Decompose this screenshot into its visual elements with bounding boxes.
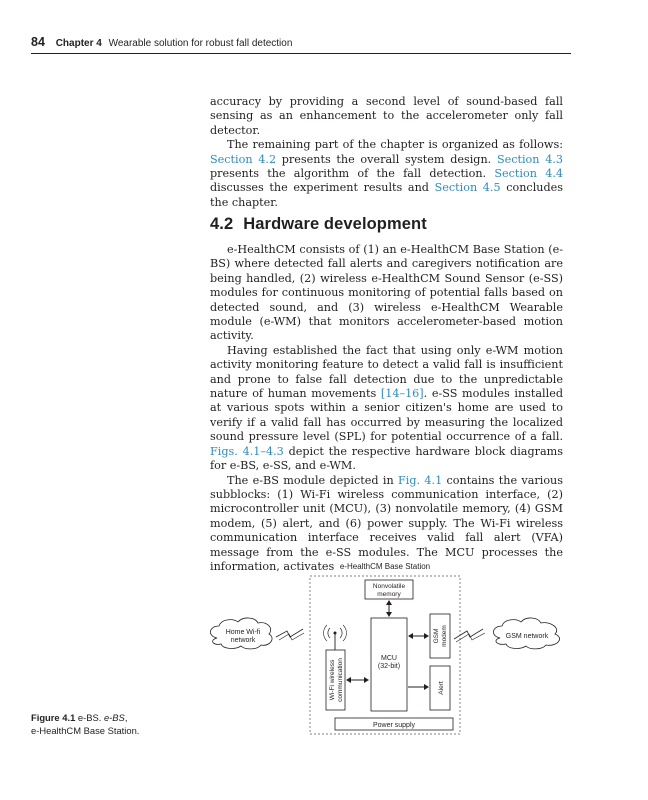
arrow-head [364, 677, 369, 683]
block-diagram [205, 558, 577, 742]
mcu-label: MCU [381, 655, 397, 662]
section-link[interactable]: Section 4.4 [494, 167, 563, 181]
arrow-head [408, 633, 413, 639]
memory-label: memory [377, 591, 401, 598]
alert-label: Alert [438, 681, 445, 695]
gsm-network-label: GSM network [505, 633, 549, 640]
home-wifi-label: Home Wi-fi [225, 629, 261, 636]
running-head [31, 35, 571, 49]
figure-link[interactable]: Figs. 4.1–4.3 [210, 444, 284, 458]
arrow-head [346, 677, 351, 683]
section-number: 4.2 [210, 215, 234, 233]
section-link[interactable]: Section 4.2 [210, 152, 277, 166]
mcu-label: (32-bit) [377, 663, 401, 670]
chapter-title: Wearable solution for robust fall detection [108, 38, 293, 49]
caption-text: e-HealthCM Base Station. [31, 725, 140, 736]
gsm-modem-label: GSM [433, 628, 440, 644]
arrow-head [424, 684, 429, 690]
figure-title: e-HealthCM Base Station [339, 562, 431, 571]
gsm-modem-label: modem [441, 625, 448, 647]
arrow-head [386, 612, 392, 617]
antenna-icon [324, 625, 347, 650]
paragraph: e-HealthCM consists of (1) an e-HealthCM Base Station (e-BS) where detected fall alerts and caregivers notification are being handled, (2) wireless e-HealthCM Sound Sensor (e-SS) modules for continuous monitoring of potential falls based on detected sound, and (3) wireless e-HealthCM Wearable module (e-WM) that monitors accelerometer-based motion activity. [210, 243, 563, 343]
home-wifi-label: network [230, 637, 256, 644]
section-link[interactable]: Section 4.5 [434, 181, 501, 195]
chapter-label: Chapter 4 [55, 38, 102, 49]
arrow-head [424, 633, 429, 639]
paragraph: The remaining part of the chapter is organized as follows: Section 4.2 presents the overall system design. Section 4.3 presents the algorithm of the fall detection. Section 4.4 discusses the experiment results and Section 4.5 concludes the chapter. [210, 138, 564, 209]
page-number: 84 [31, 35, 45, 49]
power-supply-label: Power supply [372, 722, 416, 729]
wifi-comm-label: Wi-Fi wireless [329, 659, 336, 701]
arrow-head [386, 600, 392, 605]
paragraph: Having established the fact that using only e-WM motion activity monitoring feature to detect a valid fall is insufficient and prone to false fall detection due to the unpredictable nature of human movements [14–16]. e-SS modules installed at various spots within a senior citizen's home are used to verify if a valid fall has occurred by measuring the localized sound pressure level (SPL) for potential occurrence of a fall. Figs. 4.1–4.3 depict the respective hardware block diagrams for e-BS, e-SS, and e-WM. [210, 343, 563, 473]
header-rule [31, 53, 571, 54]
section-link[interactable]: Section 4.3 [496, 152, 563, 166]
memory-label: Nonvolatile [372, 583, 406, 590]
section-body [210, 243, 563, 574]
intro-text [210, 95, 563, 210]
section-title: Hardware development [243, 215, 427, 233]
figure-link[interactable]: Fig. 4.1 [398, 473, 443, 487]
paragraph: The e-BS module depicted in Fig. 4.1 contains the various subblocks: (1) Wi-Fi wireless communication interface, (2) microcontroller unit (MCU), (3) nonvolatile memory, (4) GSM modem, (5) alert, and (6) power supply. The Wi-Fi wireless communication interface receives valid fall alert (VFA) message from the e-SS modules. The MCU processes the information, activates [210, 473, 563, 573]
paragraph: accuracy by providing a second level of sound-based fall sensing as an enhancement to the accelerometer only fall detector. [210, 95, 563, 137]
wifi-comm-label: communication [337, 658, 344, 702]
figure-label: Figure 4.1 [31, 712, 76, 723]
section-heading [210, 215, 563, 234]
citation-link[interactable]: [14–16] [380, 387, 424, 401]
figure-caption: Figure 4.1 e-BS. e-BS, e-HealthCM Base Station. [31, 712, 140, 736]
